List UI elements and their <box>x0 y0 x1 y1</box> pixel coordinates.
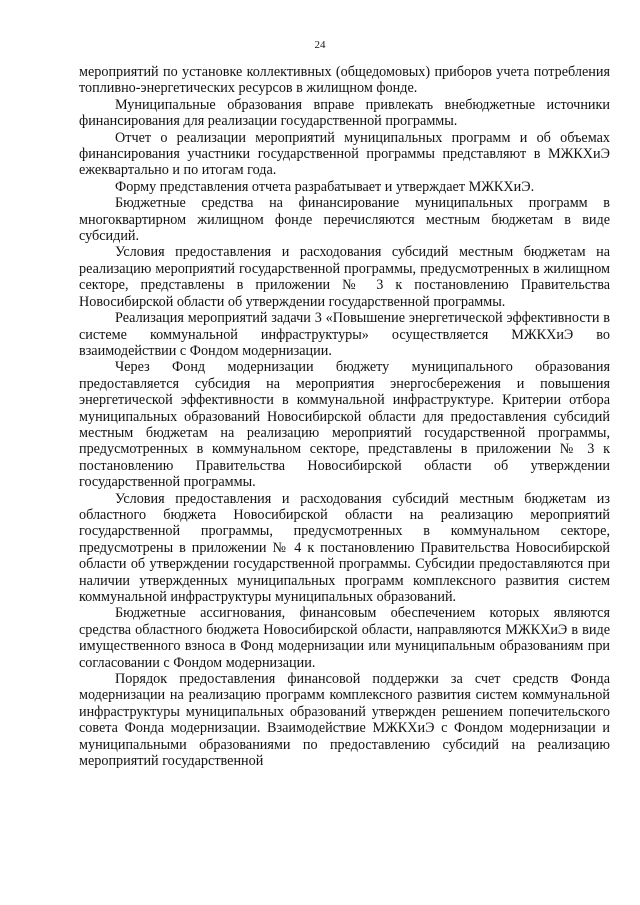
paragraph-extra-budget-sources: Муниципальные образования вправе привлекать внебюджетные источники финансирования для реализации государственной программы. <box>79 96 610 130</box>
paragraph-report-form: Форму представления отчета разрабатывает и утверждает МЖКХиЭ. <box>115 178 535 195</box>
paragraph-reporting: Отчет о реализации мероприятий муниципальных программ и об объемах финансирования участники государственной программы представляют в МЖКХиЭ ежеквартально и по итогам года. <box>79 129 610 179</box>
paragraph-continuation: мероприятий по установке коллективных (общедомовых) приборов учета потребления топливно-энергетических ресурсов в жилищном фонде. <box>79 64 610 97</box>
paragraph-task-3: Реализация мероприятий задачи 3 «Повышение энергетической эффективности в системе коммунальной инфраструктуры» осуществляется МЖКХиЭ во взаимодействии с Фондом модернизации. <box>79 310 610 359</box>
paragraph-housing-subsidy-conditions: Условия предоставления и расходования субсидий местным бюджетам на реализацию мероприятий государственной программы, предусмотренных в жилищном секторе, представлены в приложении № 3 к постановлению Правительства Новосибирской области об утверждении государственной программы. <box>79 244 610 310</box>
page-number: 24 <box>314 39 326 51</box>
paragraph-modernization-fund-subsidy: Через Фонд модернизации бюджету муниципального образования предоставляется субсидия на мероприятия энергосбережения и повышения энергетической эффективности в коммунальной инфраструктуре. Критерии отбора муниципальных образований Новосибирской области для предоставления субсидий местным бюджетам на реализацию мероприятий государственной программы, предусмотренных в коммунальном секторе, представлены в приложении № 3 к постановлению Правительства Новосибирской области об утверждении государственной программы. <box>79 359 610 491</box>
paragraph-financial-support-procedure: Порядок предоставления финансовой поддержки за счет средств Фонда модернизации на реализацию программ комплексного развития систем коммунальной инфраструктуры муниципальных образований утвержден решением попечительского совета Фонда модернизации. Взаимодействие МЖКХиЭ с Фондом модернизации и муниципальными образованиями по предоставлению субсидий на реализацию мероприятий государственной <box>79 671 610 770</box>
document-body <box>79 64 610 769</box>
paragraph-budget-allocations: Бюджетные ассигнования, финансовым обеспечением которых являются средства областного бюджета Новосибирской области, направляются МЖКХиЭ в виде имущественного взноса в Фонд модернизации или муниципальным образованиям при согласовании с Фондом модернизации. <box>79 605 610 671</box>
paragraph-communal-subsidy-conditions: Условия предоставления и расходования субсидий местным бюджетам из областного бюджета Новосибирской области на реализацию мероприятий государственной программы, предусмотренных в коммунальном секторе, предусмотрены в приложении № 4 к постановлению Правительства Новосибирской области об утверждении государственной программы. Субсидии предоставляются при наличии утвержденных муниципальных программ комплексного развития систем коммунальной инфраструктуры муниципальных образований. <box>79 490 610 605</box>
paragraph-budget-funds: Бюджетные средства на финансирование муниципальных программ в многоквартирном жилищном фонде перечисляются местным бюджетам в виде субсидий. <box>79 195 610 245</box>
